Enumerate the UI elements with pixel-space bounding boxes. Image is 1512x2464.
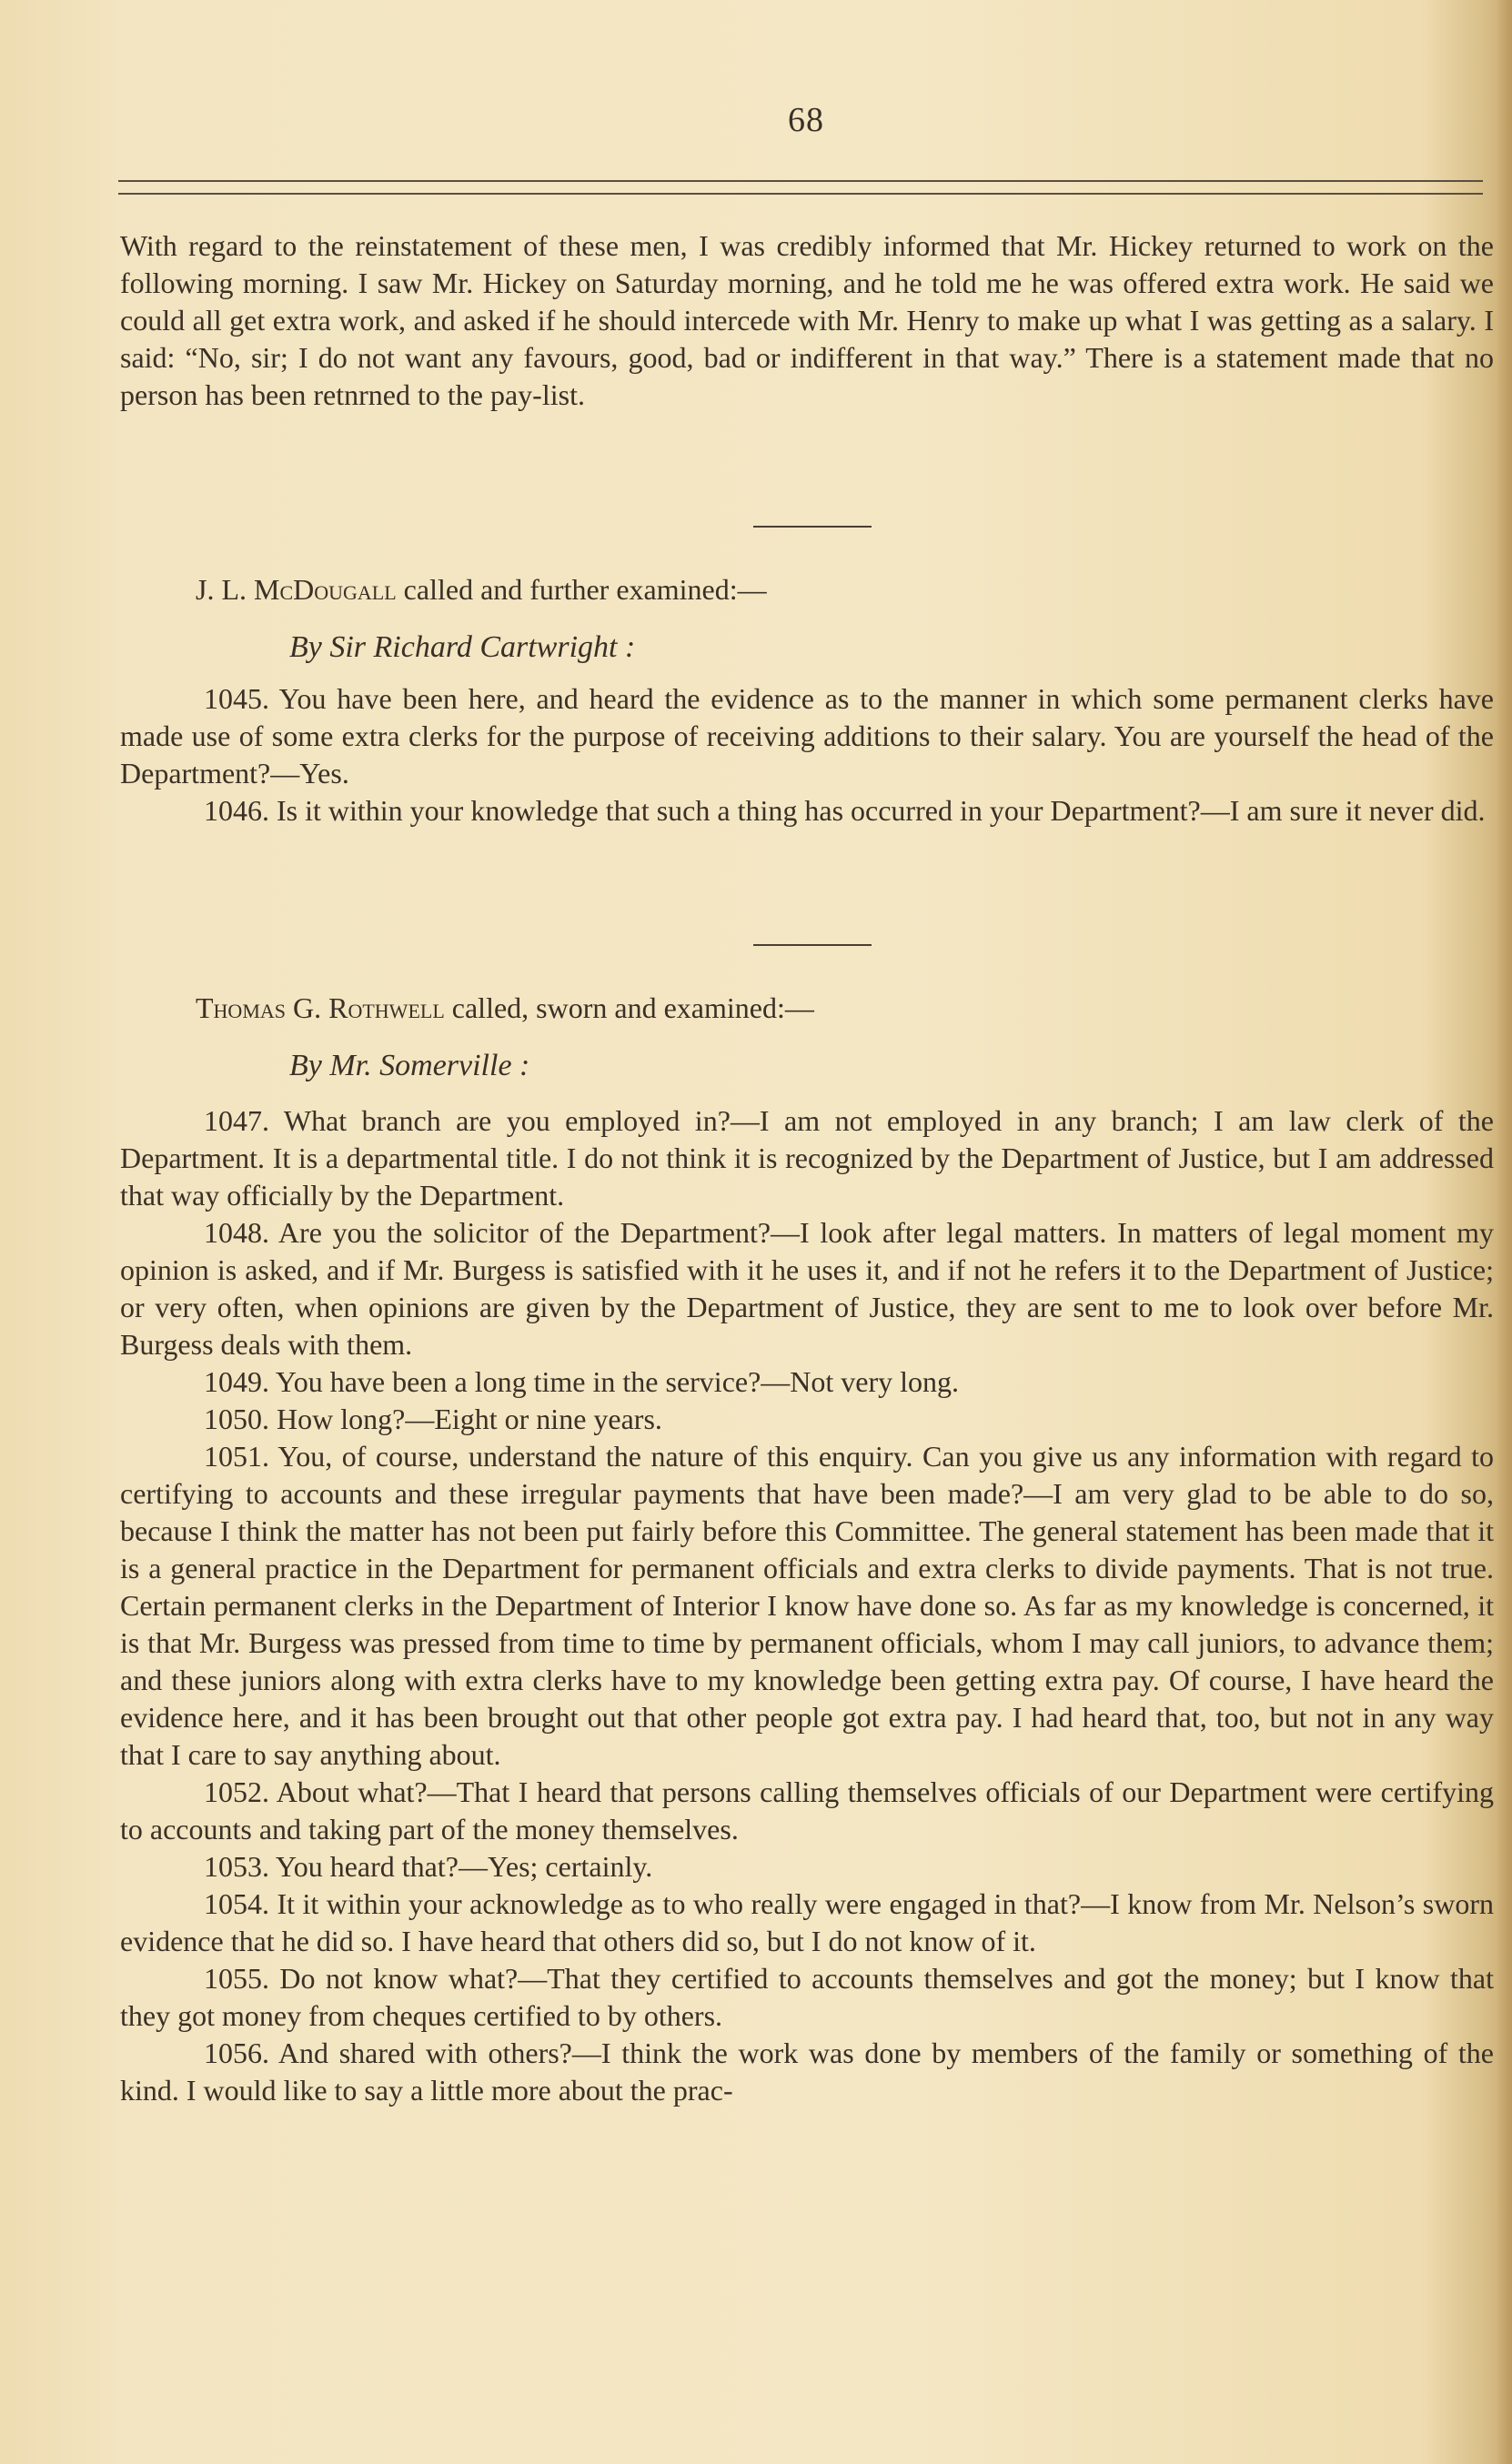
witness-name: J. L. McDougall [196, 573, 397, 606]
opening-paragraph-block [120, 227, 1494, 414]
header-rule [118, 193, 1483, 195]
question-paragraph: 1053. You heard that?—Yes; certainly. [204, 1850, 653, 1883]
header-rule [118, 180, 1483, 182]
examiner-heading: By Sir Richard Cartwright : [289, 630, 636, 664]
question-paragraph: 1051. You, of course, understand the nature of this enquiry. Can you give us any information with regard to certifying to accounts and these irregular payments that have been made?—I am very glad to be able to do so, because I think the matter has not been put fairly before this Committee. The general statement has been made that it is a general practice in the Department for permanent officials and extra clerks to divide payments. That is not true. Certain permanent clerks in the Department of Interior I know have done so. As far as my knowledge is concerned, it is that Mr. Burgess was pressed from time to time by permanent officials, whom I may call juniors, to advance them; and these juniors along with extra clerks have to my knowledge been getting extra pay. Of course, I have heard the evidence here, and it has been brought out that other people got extra pay. I had heard that, too, but not in any way that I care to say anything about. [120, 1440, 1494, 1771]
witness-heading [196, 571, 767, 608]
witness-action: called and further examined:— [396, 573, 767, 606]
question-paragraph: 1055. Do not know what?—That they certified to accounts themselves and got the money; but I know that they got money from cheques certified to by others. [120, 1962, 1494, 2032]
section-divider [753, 526, 872, 528]
witness-heading [196, 990, 814, 1026]
section-divider [753, 944, 872, 946]
page-number: 68 [788, 101, 824, 139]
witness-action: called, sworn and examined:— [444, 991, 814, 1024]
question-paragraph: 1052. About what?—That I heard that persons calling themselves officials of our Department were certifying to accounts and taking part of the money themselves. [120, 1775, 1494, 1845]
section2-body [120, 1102, 1494, 2109]
question-paragraph: 1049. You have been a long time in the service?—Not very long. [204, 1365, 960, 1398]
section1-body [120, 680, 1494, 830]
question-paragraph: 1054. It it within your acknowledge as to who really were engaged in that?—I know from Mr. Nelson’s sworn evidence that he did so. I have heard that others did so, but I do not know of it. [120, 1887, 1494, 1957]
question-paragraph: 1047. What branch are you employed in?—I am not employed in any branch; I am law clerk of the Department. It is a departmental title. I do not think it is recognized by the Department of Justice, but I am addressed that way officially by the Department. [120, 1104, 1494, 1212]
question-paragraph: 1046. Is it within your knowledge that such a thing has occurred in your Department?—I am sure it never did. [204, 794, 1486, 827]
question-paragraph: 1050. How long?—Eight or nine years. [204, 1403, 662, 1435]
page-edge-shadow [1496, 0, 1512, 2464]
examiner-heading: By Mr. Somerville : [289, 1049, 530, 1082]
witness-name: Thomas G. Rothwell [196, 991, 445, 1024]
question-paragraph: 1056. And shared with others?—I think the work was done by members of the family or something of the kind. I would like to say a little more about the prac- [120, 2037, 1494, 2107]
opening-paragraph: With regard to the reinstatement of these men, I was credibly informed that Mr. Hickey returned to work on the following morning. I saw Mr. Hickey on Saturday morning, and he told me he was offered extra work. He said we could all get extra work, and asked if he should intercede with Mr. Henry to make up what I was getting as a salary. I said: “No, sir; I do not want any favours, good, bad or indifferent in that way.” There is a statement made that no person has been retnrned to the pay-list. [120, 229, 1494, 411]
question-paragraph: 1048. Are you the solicitor of the Department?—I look after legal matters. In matters of legal moment my opinion is asked, and if Mr. Burgess is satisfied with it he uses it, and if not he refers it to the Department of Justice; or very often, when opinions are given by the Department of Justice, they are sent to me to look over before Mr. Burgess deals with them. [120, 1216, 1494, 1361]
question-paragraph: 1045. You have been here, and heard the evidence as to the manner in which some permanent clerks have made use of some extra clerks for the purpose of receiving additions to their salary. You are yourself the head of the Department?—Yes. [120, 682, 1494, 789]
